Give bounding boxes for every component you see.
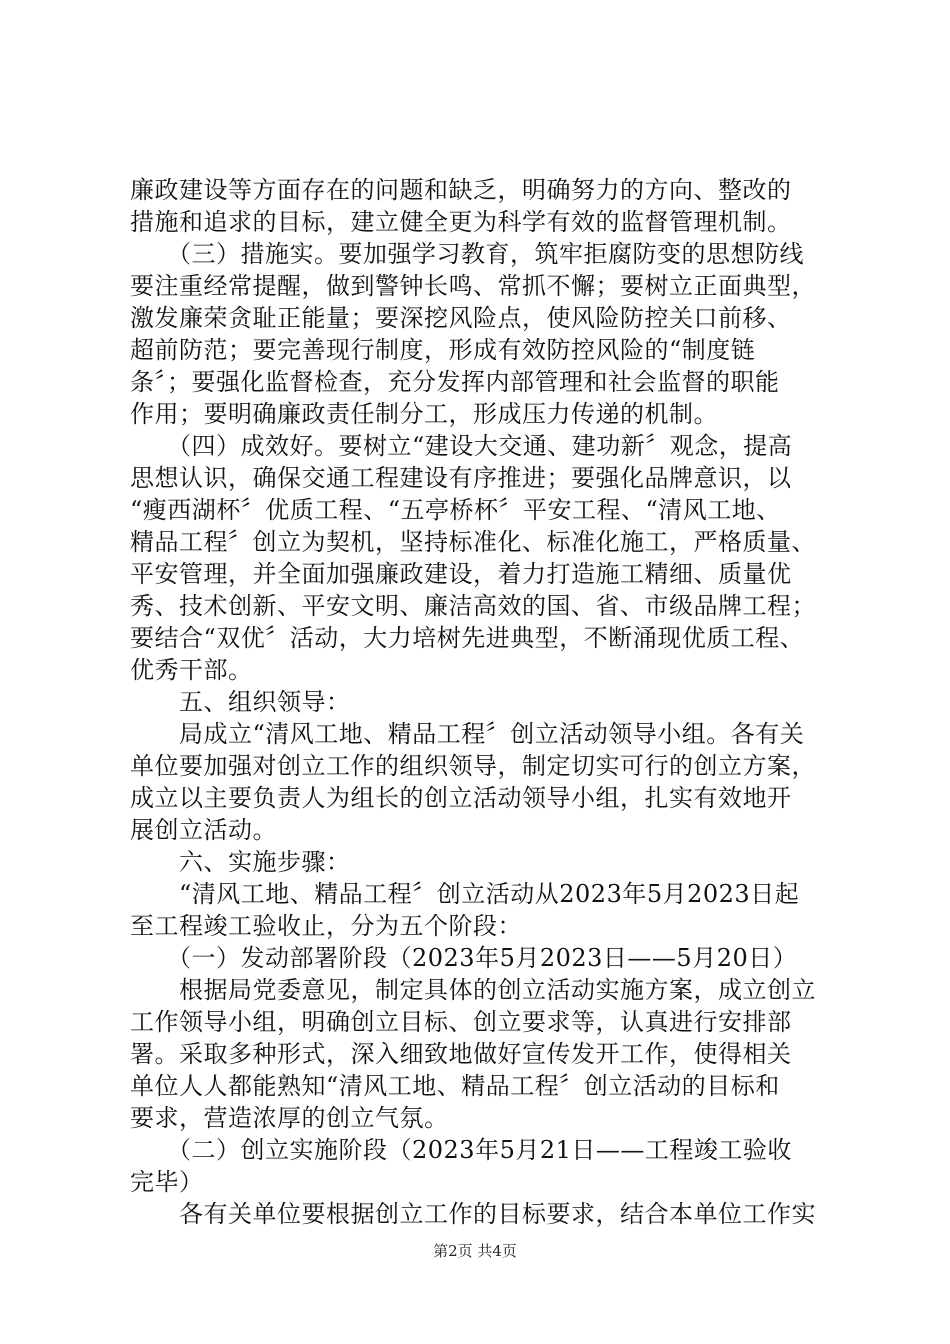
- text-line: 各有关单位要根据创立工作的目标要求，结合本单位工作实: [130, 1200, 816, 1228]
- text-line: 展创立活动。: [130, 816, 277, 844]
- section-heading: 六、实施步骤：: [130, 848, 351, 876]
- text-line: 至工程竣工验收止，分为五个阶段：: [130, 912, 522, 940]
- text-line: （三）措施实。要加强学习教育，筑牢拒腐防变的思想防线: [130, 240, 804, 268]
- page-number: 第2页 共4页: [433, 1242, 517, 1260]
- text-line: 超前防范；要完善现行制度，形成有效防控风险的“制度链: [130, 336, 756, 364]
- text-line: 作用；要明确廉政责任制分工，形成压力传递的机制。: [130, 400, 718, 428]
- text-line: 秀、技术创新、平安文明、廉洁高效的国、省、市级品牌工程；: [130, 592, 816, 620]
- text-line: 思想认识，确保交通工程建设有序推进；要强化品牌意识，以: [130, 464, 792, 492]
- text-line: 要结合“双优〞活动，大力培树先进典型，不断涌现优质工程、: [130, 624, 805, 652]
- text-line: 单位人人都能熟知“清风工地、精品工程〞创立活动的目标和: [130, 1072, 780, 1100]
- text-line: 工作领导小组，明确创立目标、创立要求等，认真进行安排部: [130, 1008, 792, 1036]
- text-line: 完毕）: [130, 1168, 204, 1196]
- text-line: 优秀干部。: [130, 656, 253, 684]
- text-line: “清风工地、精品工程〞创立活动从2023年5月2023日起: [130, 880, 800, 908]
- subsection-heading: （二）创立实施阶段（2023年5月21日——工程竣工验收: [130, 1136, 792, 1164]
- text-line: 单位要加强对创立工作的组织领导，制定切实可行的创立方案，: [130, 752, 816, 780]
- text-line: 成立以主要负责人为组长的创立活动领导小组，扎实有效地开: [130, 784, 792, 812]
- text-line: 精品工程〞创立为契机，坚持标准化、标准化施工，严格质量、: [130, 528, 816, 556]
- page-footer: [0, 1241, 950, 1261]
- text-line: 要注重经常提醒，做到警钟长鸣、常抓不懈；要树立正面典型，: [130, 272, 816, 300]
- text-line: 措施和追求的目标，建立健全更为科学有效的监督管理机制。: [130, 208, 792, 236]
- text-line: 署。采取多种形式，深入细致地做好宣传发开工作，使得相关: [130, 1040, 792, 1068]
- text-line: 要求，营造浓厚的创立气氛。: [130, 1104, 449, 1132]
- text-line: 激发廉荣贪耻正能量；要深挖风险点，使风险防控关口前移、: [130, 304, 792, 332]
- text-line: 条〞；要强化监督检查，充分发挥内部管理和社会监督的职能: [130, 368, 780, 396]
- section-heading: 五、组织领导：: [130, 688, 351, 716]
- document-body: [130, 174, 830, 1230]
- subsection-heading: （一）发动部署阶段（2023年5月2023日——5月20日）: [130, 944, 798, 972]
- text-line: （四）成效好。要树立“建设大交通、建功新〞观念，提高: [130, 432, 793, 460]
- text-line: 平安管理，并全面加强廉政建设，着力打造施工精细、质量优: [130, 560, 792, 588]
- text-line: 根据局党委意见，制定具体的创立活动实施方案，成立创立: [130, 976, 816, 1004]
- text-line: “瘦西湖杯〞优质工程、“五亭桥杯〞平安工程、“清风工地、: [130, 496, 781, 524]
- text-line: 廉政建设等方面存在的问题和缺乏，明确努力的方向、整改的: [130, 176, 792, 204]
- text-line: 局成立“清风工地、精品工程〞创立活动领导小组。各有关: [130, 720, 805, 748]
